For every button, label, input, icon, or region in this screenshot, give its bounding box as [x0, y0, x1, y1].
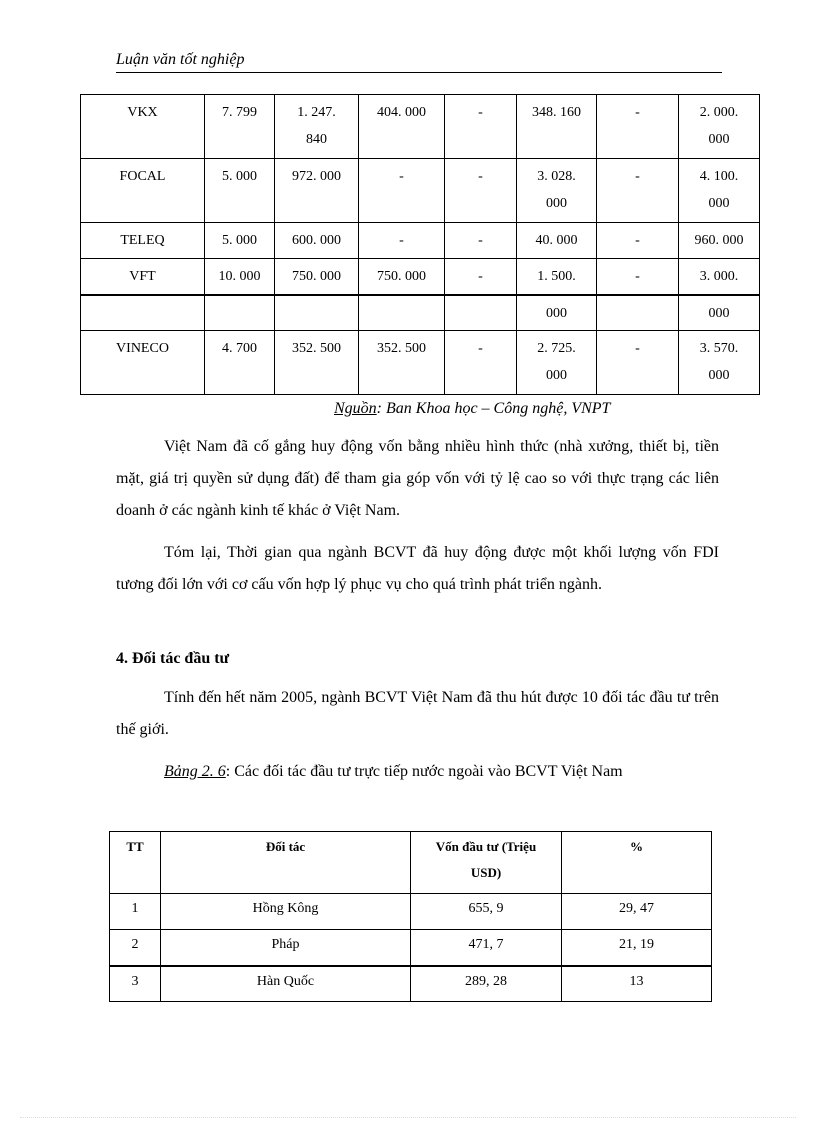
table-cell: - — [359, 159, 445, 223]
column-header: TT — [110, 832, 161, 894]
table-cell: VKX — [81, 95, 205, 159]
paragraph-3: Tính đến hết năm 2005, ngành BCVT Việt Nam đã thu hút được 10 đối tác đầu tư trên thế giới. — [116, 689, 719, 738]
table-cell: VINECO — [81, 331, 205, 395]
table-cell: TELEQ — [81, 223, 205, 259]
table-cell: 2 — [110, 930, 161, 966]
table-cell: 4. 100. 000 — [679, 159, 760, 223]
table-cell: Hàn Quốc — [161, 966, 411, 1002]
paragraph-1: Việt Nam đã cố gắng huy động vốn bằng nhiều hình thức (nhà xưởng, thiết bị, tiền mặt, giá trị quyền sử dụng đất) để tham gia góp vốn với tỷ lệ cao so với thực trạng các liên doanh ở các ngành kinh tế khác ở Việt Nam. — [116, 438, 719, 519]
table-cell: 000 — [517, 295, 597, 331]
source-text: : Ban Khoa học – Công nghệ, VNPT — [376, 400, 611, 417]
table-row — [81, 159, 760, 223]
table-cell: - — [597, 259, 679, 295]
table-cell: 471, 7 — [411, 930, 562, 966]
table-cell: 10. 000 — [205, 259, 275, 295]
table-cell: Pháp — [161, 930, 411, 966]
table-cell: 000 — [679, 295, 760, 331]
table-cell — [205, 295, 275, 331]
table-cell: 3. 570. 000 — [679, 331, 760, 395]
source-note — [334, 399, 610, 419]
partners-table — [109, 831, 712, 1002]
table-cell: - — [597, 331, 679, 395]
table-cell — [359, 295, 445, 331]
table-row — [81, 259, 760, 295]
table-cell: 21, 19 — [562, 930, 712, 966]
table-cell: 404. 000 — [359, 95, 445, 159]
table-cell: 40. 000 — [517, 223, 597, 259]
source-label: Nguồn — [334, 400, 377, 417]
table-cell: - — [445, 331, 517, 395]
page-header — [116, 50, 722, 73]
table-cell: FOCAL — [81, 159, 205, 223]
table-caption — [116, 756, 719, 788]
table-cell: - — [445, 259, 517, 295]
table-cell: - — [445, 95, 517, 159]
page-bottom-border — [20, 1117, 796, 1118]
caption-text: : Các đối tác đầu tư trực tiếp nước ngoài vào BCVT Việt Nam — [225, 763, 623, 780]
column-header: Vốn đầu tư (Triệu USD) — [411, 832, 562, 894]
paragraph-2: Tóm lại, Thời gian qua ngành BCVT đã huy động được một khối lượng vốn FDI tương đối lớn với cơ cấu vốn hợp lý phục vụ cho quá trình phát triển ngành. — [116, 544, 719, 593]
table-cell — [81, 295, 205, 331]
table-cell: 1. 500. — [517, 259, 597, 295]
table-cell: - — [597, 159, 679, 223]
table-row — [81, 223, 760, 259]
table-row — [81, 331, 760, 395]
table-row — [110, 966, 712, 1002]
table-cell: 352. 500 — [275, 331, 359, 395]
table-cell: - — [359, 223, 445, 259]
table-cell: 750. 000 — [359, 259, 445, 295]
table-cell: 2. 725. 000 — [517, 331, 597, 395]
table-cell: 5. 000 — [205, 223, 275, 259]
table-cell: - — [597, 95, 679, 159]
investment-table — [80, 94, 760, 395]
table-cell: 289, 28 — [411, 966, 562, 1002]
table-header-row — [110, 832, 712, 894]
table-cell: VFT — [81, 259, 205, 295]
table-cell: 348. 160 — [517, 95, 597, 159]
column-header: Đối tác — [161, 832, 411, 894]
header-title: Luận văn tốt nghiệp — [116, 51, 245, 68]
table-cell: 7. 799 — [205, 95, 275, 159]
column-header: % — [562, 832, 712, 894]
table-cell: Hồng Kông — [161, 894, 411, 930]
table-cell: 3 — [110, 966, 161, 1002]
table-cell: - — [445, 159, 517, 223]
table-cell — [275, 295, 359, 331]
table-row — [81, 295, 760, 331]
table-cell: - — [597, 223, 679, 259]
table-cell: 600. 000 — [275, 223, 359, 259]
table-cell: 3. 028. 000 — [517, 159, 597, 223]
table-cell: 352. 500 — [359, 331, 445, 395]
table-cell: 960. 000 — [679, 223, 760, 259]
table-cell — [445, 295, 517, 331]
table-row — [81, 95, 760, 159]
table-row — [110, 894, 712, 930]
table-row — [110, 930, 712, 966]
caption-label: Bảng 2. 6 — [164, 763, 226, 780]
table-cell: 1 — [110, 894, 161, 930]
table-cell: 13 — [562, 966, 712, 1002]
table-cell: 972. 000 — [275, 159, 359, 223]
table-cell: 3. 000. — [679, 259, 760, 295]
table-cell: 750. 000 — [275, 259, 359, 295]
section-heading: 4. Đối tác đầu tư — [116, 650, 230, 667]
table-cell: 5. 000 — [205, 159, 275, 223]
table-cell: 2. 000. 000 — [679, 95, 760, 159]
table-cell: 1. 247. 840 — [275, 95, 359, 159]
table-cell: 29, 47 — [562, 894, 712, 930]
table-cell — [597, 295, 679, 331]
table-cell: 655, 9 — [411, 894, 562, 930]
table-cell: 4. 700 — [205, 331, 275, 395]
table-cell: - — [445, 223, 517, 259]
